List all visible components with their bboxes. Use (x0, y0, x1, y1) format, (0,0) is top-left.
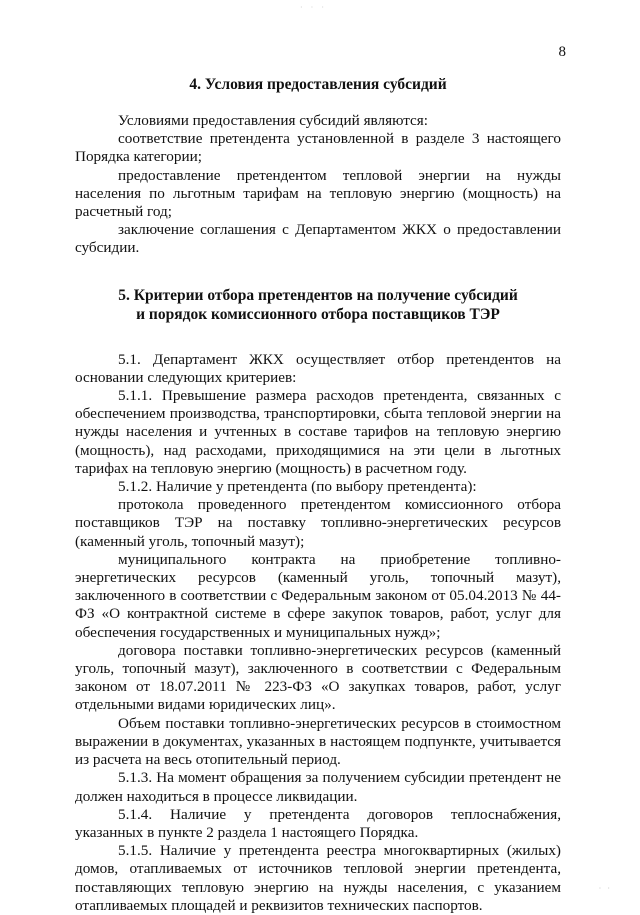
section-5-paragraph: договора поставки топливно-энергетических ресурсов (каменный уголь, топочный мазут), заключенного в соответствии с Федеральным законом от 18.07.2011 № 223-ФЗ «О закупках товаров, работ, услуг отдельными видами юридических лиц». (75, 641, 561, 714)
section-5-paragraph: 5.1.3. На момент обращения за получением субсидии претендент не должен находиться в процессе ликвидации. (75, 769, 561, 805)
section-5-paragraph: 5.1.5. Наличие у претендента реестра многоквартирных (жилых) домов, отапливаемых от источников тепловой энергии претендента, поставляющих тепловую энергию на нужды населения, с указанием отапливаемых площадей и реквизитов технических паспортов. (75, 842, 561, 914)
section-4-title: 4. Условия предоставления субсидий (189, 76, 447, 93)
section-4-paragraph: соответствие претендента установленной в разделе 3 настоящего Порядка категории; (75, 130, 561, 166)
section-5-paragraph: 5.1.1. Превышение размера расходов претендента, связанных с обеспечением производства, транспортировки, сбыта тепловой энергии на нужды населения и учтенных в составе тарифов на тепловую энергию (мощность), над расходами, приходящимися на эти цели в льготных тарифах на тепловую энергию (мощность) в расчетном году. (75, 387, 561, 477)
section-4-paragraph: заключение соглашения с Департаментом ЖКХ о предоставлении субсидии. (75, 221, 561, 257)
section-5-paragraph: 5.1.4. Наличие у претендента договоров теплоснабжения, указанных в пункте 2 раздела 1 настоящего Порядка. (75, 805, 561, 841)
section-5-title-line-1: 5. Критерии отбора претендентов на получение субсидий (118, 286, 518, 304)
section-5-paragraph: муниципального контракта на приобретение топливно-энергетических ресурсов (каменный уголь, топочный мазут), заключенного в соответствии с Федеральным законом от 05.04.2013 № 44-ФЗ «О контрактной системе в сфере закупок товаров, работ, услуг для обеспечения государственных и муниципальных нужд»; (75, 550, 561, 641)
page-number: 8 (558, 44, 566, 60)
section-5-paragraph: Объем поставки топливно-энергетических ресурсов в стоимостном выражении в документах, указанных в настоящем подпункте, учитывается из расчета на весь отопительный период. (75, 714, 561, 769)
section-5-title (75, 286, 561, 324)
section-5-paragraph: 5.1.2. Наличие у претендента (по выбору претендента): (118, 478, 477, 496)
section-5-title-line-2: и порядок комиссионного отбора поставщиков ТЭР (136, 305, 500, 323)
section-5-paragraph: 5.1. Департамент ЖКХ осуществляет отбор претендентов на основании следующих критериев: (75, 350, 561, 386)
scan-artifact: · · (598, 884, 612, 893)
section-4-paragraph: предоставление претендентом тепловой энергии на нужды населения по льготным тарифам на тепловую энергию (мощность) на расчетный год; (75, 166, 561, 221)
document-body (75, 75, 561, 915)
section-5-paragraph: протокола проведенного претендентом комиссионного отбора поставщиков ТЭР на поставку топливно-энергетических ресурсов (каменный уголь, топочный мазут); (75, 496, 561, 550)
scan-artifact: · · · (300, 3, 327, 12)
section-4-paragraph: Условиями предоставления субсидий являются: (118, 112, 428, 129)
